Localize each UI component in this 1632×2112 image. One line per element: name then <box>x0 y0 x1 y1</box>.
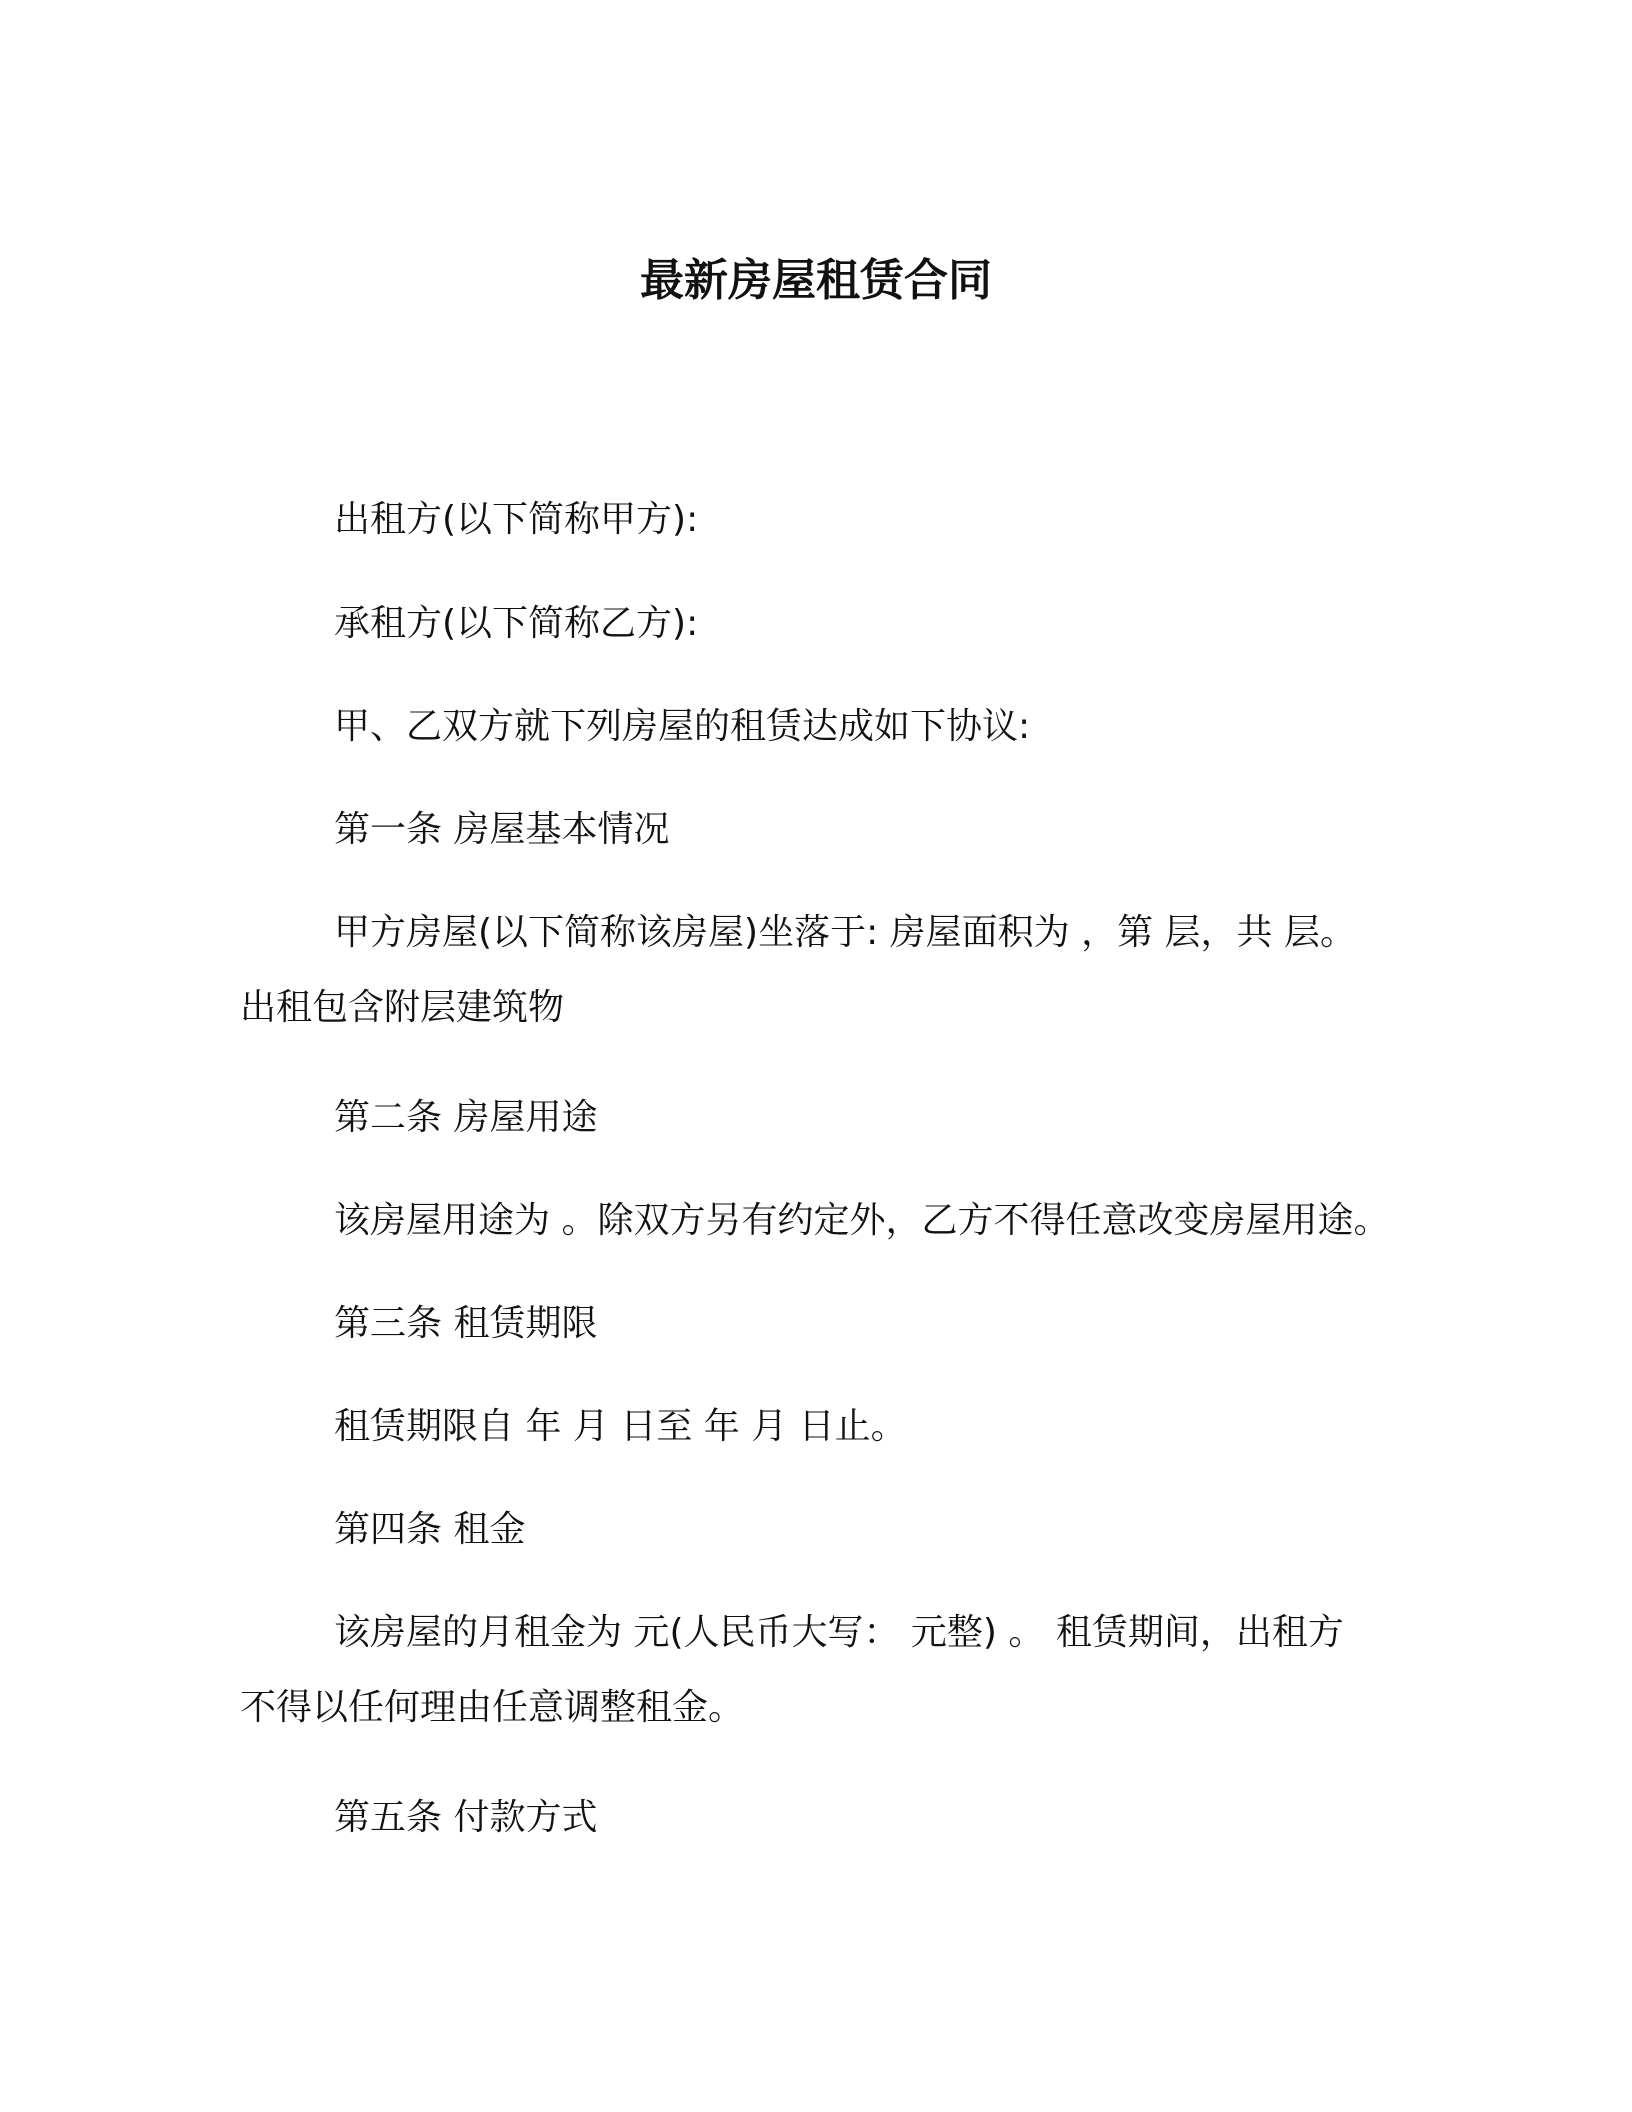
lessee-line: 承租方(以下简称乙方): <box>334 603 699 644</box>
article-4-text-continued: 不得以任何理由任意调整租金。 <box>240 1687 745 1728</box>
article-2-text: 该房屋用途为 。除双方另有约定外，乙方不得任意改变房屋用途。 <box>334 1200 1390 1241</box>
article-3-text: 租赁期限自 年 月 日至 年 月 日止。 <box>334 1406 907 1447</box>
article-2-heading: 第二条 房屋用途 <box>334 1097 598 1138</box>
article-5-heading: 第五条 付款方式 <box>334 1797 598 1838</box>
article-1-heading: 第一条 房屋基本情况 <box>334 809 670 850</box>
article-1-text-continued: 出租包含附层建筑物 <box>240 987 565 1028</box>
article-1-text: 甲方房屋(以下简称该房屋)坐落于: 房屋面积为 ，第 层，共 层。 <box>334 912 1356 953</box>
document-title: 最新房屋租赁合同 <box>640 255 992 307</box>
article-4-heading: 第四条 租金 <box>334 1509 526 1550</box>
article-3-heading: 第三条 租赁期限 <box>334 1303 598 1344</box>
article-4-text: 该房屋的月租金为 元(人民币大写： 元整) 。 租赁期间，出租方 <box>334 1612 1344 1653</box>
lessor-line: 出租方(以下简称甲方): <box>334 499 699 540</box>
agreement-intro: 甲、乙双方就下列房屋的租赁达成如下协议: <box>334 706 1031 747</box>
